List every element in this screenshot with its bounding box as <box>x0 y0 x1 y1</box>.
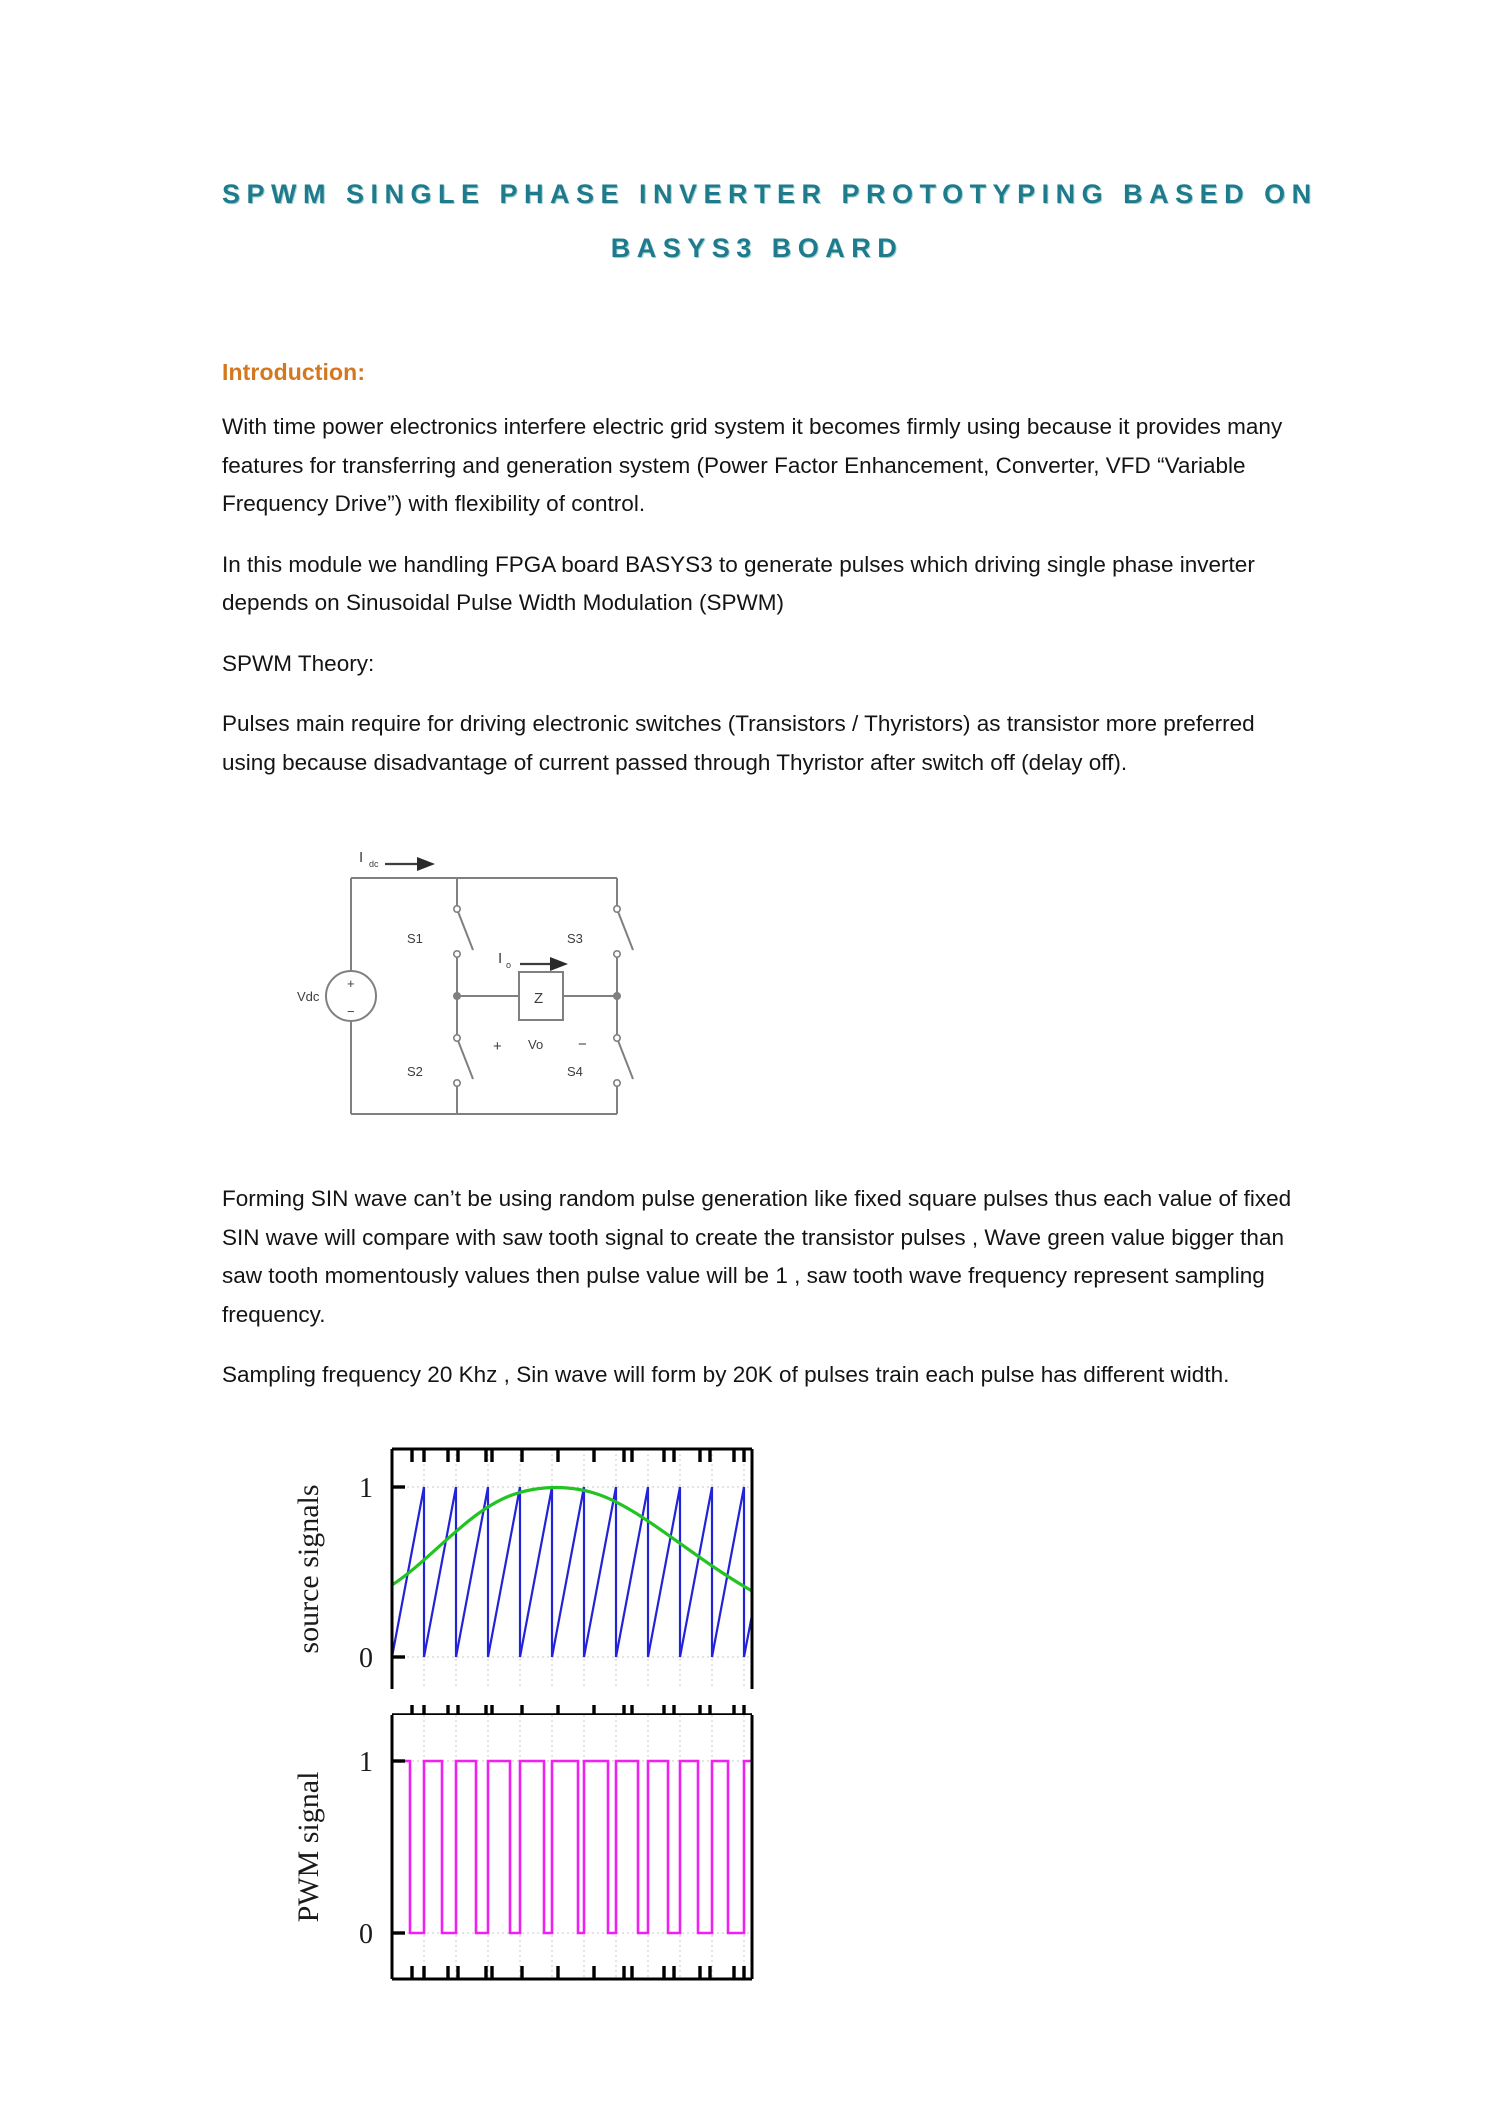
ytick-bottom-1: 1 <box>359 1746 373 1778</box>
section-heading-spwm-theory: SPWM Theory: <box>222 650 375 676</box>
chart-panel-pwm-signal <box>292 1715 752 1979</box>
section-heading-introduction: Introduction: <box>222 359 366 385</box>
label-idc: I <box>359 849 364 866</box>
paragraph-spwm-theory-2: Forming SIN wave can’t be using random pulse generation like fixed square pulses thus each value of fixed SIN wave will compare with saw tooth signal to create the transistor pulses , Wave green value bigger than saw tooth momentously values then pulse value will be 1 , saw tooth wave frequency represent sampling frequency. <box>222 1186 1292 1327</box>
terminal-s2-top <box>454 1035 460 1041</box>
switch-s4-blade <box>617 1038 633 1079</box>
terminal-s3-bottom <box>614 951 620 957</box>
paragraph-spwm-theory-1: Pulses main require for driving electronic switches (Transistors / Thyristors) as transistor more preferred using because disadvantage of current passed through Thyristor after switch off (delay off). <box>222 711 1255 775</box>
ylabel-source-signals: source signals <box>292 1483 325 1654</box>
spwm-chart <box>272 1439 782 1999</box>
switch-s3-blade <box>617 909 633 950</box>
label-s1: S1 <box>407 931 423 946</box>
ylabel-pwm-signal: PWM signal <box>292 1771 325 1922</box>
switch-s1-blade <box>457 909 473 950</box>
document-content <box>222 0 1318 1999</box>
label-vo: Vo <box>528 1037 544 1052</box>
paragraph-spwm-theory-3: Sampling frequency 20 Khz , Sin wave will form by 20K of pulses train each pulse has different width. <box>222 1362 1230 1387</box>
label-vo-minus: − <box>578 1036 587 1053</box>
terminal-s2-bottom <box>454 1080 460 1086</box>
label-load-z: Z <box>534 990 544 1007</box>
ytick-top-0: 0 <box>359 1642 373 1674</box>
label-io-sub: o <box>506 960 512 970</box>
page-title-line-1: SPWM SINGLE PHASE INVERTER PROTOTYPING BASED ON <box>222 179 1318 209</box>
label-s4: S4 <box>567 1064 583 1079</box>
paragraph-introduction-1: With time power electronics interfere electric grid system it becomes firmly using because it provides many features for transferring and generation system (Power Factor Enhancement, Converter, VFD “Variable Frequency Drive”) with flexibility of control. <box>222 414 1283 516</box>
label-io: I <box>498 950 503 967</box>
label-vdc: Vdc <box>297 989 320 1004</box>
label-idc-sub: dc <box>369 859 379 869</box>
node-mid-leg <box>453 992 461 1000</box>
current-arrow-idc <box>385 857 435 871</box>
circuit-diagram <box>295 836 650 1136</box>
terminal-s3-top <box>614 906 620 912</box>
chart-panel-source-signals <box>292 1449 752 1689</box>
node-right-leg <box>613 992 621 1000</box>
terminal-s1-top <box>454 906 460 912</box>
ytick-top-1: 1 <box>359 1472 373 1504</box>
switch-s2-blade <box>457 1038 473 1079</box>
figure-h-bridge-inverter <box>222 782 1292 1158</box>
page-title-line-2: BASYS3 BOARD <box>610 233 904 263</box>
terminal-s1-bottom <box>454 951 460 957</box>
label-source-minus: − <box>347 1004 355 1019</box>
terminal-s4-top <box>614 1035 620 1041</box>
current-arrow-io <box>520 957 568 971</box>
terminal-s4-bottom <box>614 1080 620 1086</box>
figure-spwm-waveforms <box>222 1395 1292 1999</box>
paragraph-introduction-2: In this module we handling FPGA board BASYS3 to generate pulses which driving single phase inverter depends on Sinusoidal Pulse Width Modulation (SPWM) <box>222 551 1255 615</box>
label-source-plus: + <box>347 976 355 991</box>
page-title <box>222 0 1318 274</box>
label-s2: S2 <box>407 1064 423 1079</box>
label-s3: S3 <box>567 931 583 946</box>
ytick-bottom-0: 0 <box>359 1918 373 1950</box>
label-vo-plus: + <box>493 1038 502 1055</box>
